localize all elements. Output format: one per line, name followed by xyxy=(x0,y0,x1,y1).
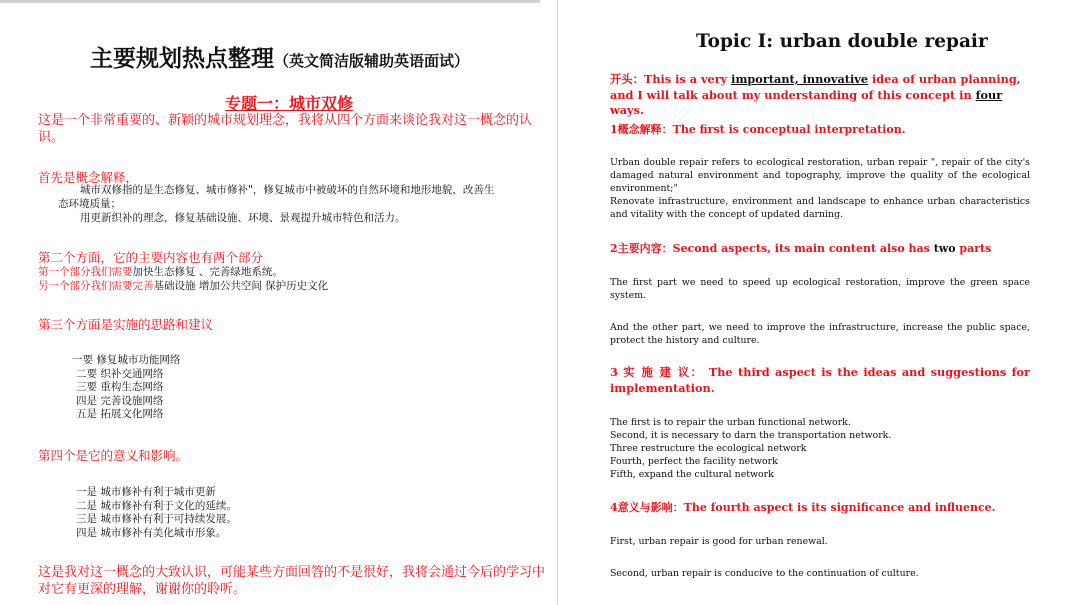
list-item: 一要 修复城市功能网络 xyxy=(72,354,181,366)
list-item: 五是 拓展文化网络 xyxy=(76,408,164,420)
section1-body2: Renovate infrastructure, environment and landscape to enhance urban characteristics and vitality with the concept of updated darning. xyxy=(610,196,1030,220)
list-item: The first is to repair the urban functional network. xyxy=(610,417,851,428)
section3-label: 3 实 施 建 议： xyxy=(610,365,704,379)
list-item: Second, it is necessary to darn the transportation network. xyxy=(610,430,892,441)
section4-label: 4意义与影响： xyxy=(610,501,684,514)
list-item: 二要 织补交通网络 xyxy=(76,367,164,380)
section3-list xyxy=(72,354,180,422)
section2-part1-text: 加快生态修复 、完善绿地系统。 xyxy=(132,266,283,278)
page-title xyxy=(90,40,469,73)
opening-label: 开头： xyxy=(610,72,644,86)
page-top-edge xyxy=(0,0,540,3)
list-item: 一是 城市修补有利于城市更新 xyxy=(76,486,216,498)
section4-heading xyxy=(610,499,995,515)
list-item: 二是 城市修补有利于文化的延续。 xyxy=(76,499,237,512)
list-item: 三是 城市修补有利于可持续发展。 xyxy=(76,513,237,525)
list-item: 四是 完善设施网络 xyxy=(76,394,164,407)
section3-heading: 第三个方面是实施的思路和建议 xyxy=(38,317,214,332)
section2-part2 xyxy=(38,278,328,293)
intro-paragraph: 这是一个非常重要的、新颖的城市规划理念，我将从四个方面来谈论我对这一概念的认识。 xyxy=(38,113,533,145)
section1-heading: 首先是概念解释， xyxy=(38,170,139,185)
section1-line1: 城市双修指的是生态修复、城市修补"，修复城市中被破坏的自然环境和地形地貌，改善生 xyxy=(80,184,495,196)
section3-text: The third aspect is the ideas and suggestions for implementation. xyxy=(610,365,1030,395)
section4-body1: First, urban repair is good for urban renewal. xyxy=(610,536,828,547)
section3-heading xyxy=(610,365,1030,396)
title-main: 主要规划热点整理 xyxy=(90,46,274,72)
section2-part1-lead: 第一个部分我们需要 xyxy=(38,266,133,278)
list-item: 三要 重构生态网络 xyxy=(76,381,164,393)
section2-body1: The first part we need to speed up ecological restoration, improve the green space system. xyxy=(610,277,1030,301)
section2-text-b: parts xyxy=(955,242,992,255)
section2-heading xyxy=(610,240,991,256)
section2-part2-lead: 另一个部分我们需要完善 xyxy=(38,280,154,292)
section2-part2-text: 基础设施 增加公共空间 保护历史文化 xyxy=(153,280,329,292)
section2-body2: And the other part, we need to improve the infrastructure, increase the public space, protect the history and culture. xyxy=(610,322,1030,346)
section1-line3: 用更新织补的理念，修复基础设施、环境、景观提升城市特色和活力。 xyxy=(80,212,406,224)
opening-text-b: idea of urban planning, and I will talk about my understanding of this concept in xyxy=(610,72,1021,102)
section2-part1 xyxy=(38,264,283,279)
topic-heading: 专题一：城市双修 xyxy=(225,94,354,113)
english-notes-page xyxy=(560,0,1080,605)
section1-heading xyxy=(610,121,906,137)
page-divider xyxy=(557,0,558,605)
list-item: Three restructure the ecological network xyxy=(610,443,807,454)
list-item: 四是 城市修补有美化城市形象。 xyxy=(76,526,227,539)
section2-two: two xyxy=(933,242,956,255)
section2-label: 2主要内容： xyxy=(610,242,673,255)
title-sub: （英文简洁版辅助英语面试） xyxy=(274,52,470,70)
section4-text: The fourth aspect is its significance and influence. xyxy=(683,501,996,514)
opening-paragraph xyxy=(610,72,1030,119)
section3-list xyxy=(610,416,891,481)
opening-underlined: important, innovative xyxy=(731,72,869,86)
closing-paragraph: 这是我对这一概念的大致认识，可能某些方面回答的不是很好，我将会通过今后的学习中对它有更深的理解，谢谢你的聆听。 xyxy=(38,565,546,597)
section4-heading: 第四个是它的意义和影响。 xyxy=(38,448,189,463)
opening-text-c: ways. xyxy=(610,103,644,117)
section1-label: 1概念解释： xyxy=(610,123,673,136)
opening-four: four xyxy=(975,87,1003,102)
section1-body: Urban double repair refers to ecological restoration, urban repair ", repair of the city's damaged natural environment and topography, improve the quality of the ecological environment;" xyxy=(610,157,1030,194)
opening-text-a: This is a very xyxy=(643,72,732,86)
section4-body2: Second, urban repair is conducive to the continuation of culture. xyxy=(610,568,919,579)
section2-text-a: Second aspects, its main content also has xyxy=(672,242,934,255)
section2-heading: 第二个方面，它的主要内容也有两个部分 xyxy=(38,250,264,265)
list-item: Fifth, expand the cultural network xyxy=(610,469,774,480)
english-title: Topic I: urban double repair xyxy=(696,31,988,52)
section1-line2: 态环境质量； xyxy=(58,198,121,210)
list-item: Fourth, perfect the facility network xyxy=(610,456,778,467)
section4-list xyxy=(76,486,237,540)
section1-text: The first is conceptual interpretation. xyxy=(672,123,906,136)
